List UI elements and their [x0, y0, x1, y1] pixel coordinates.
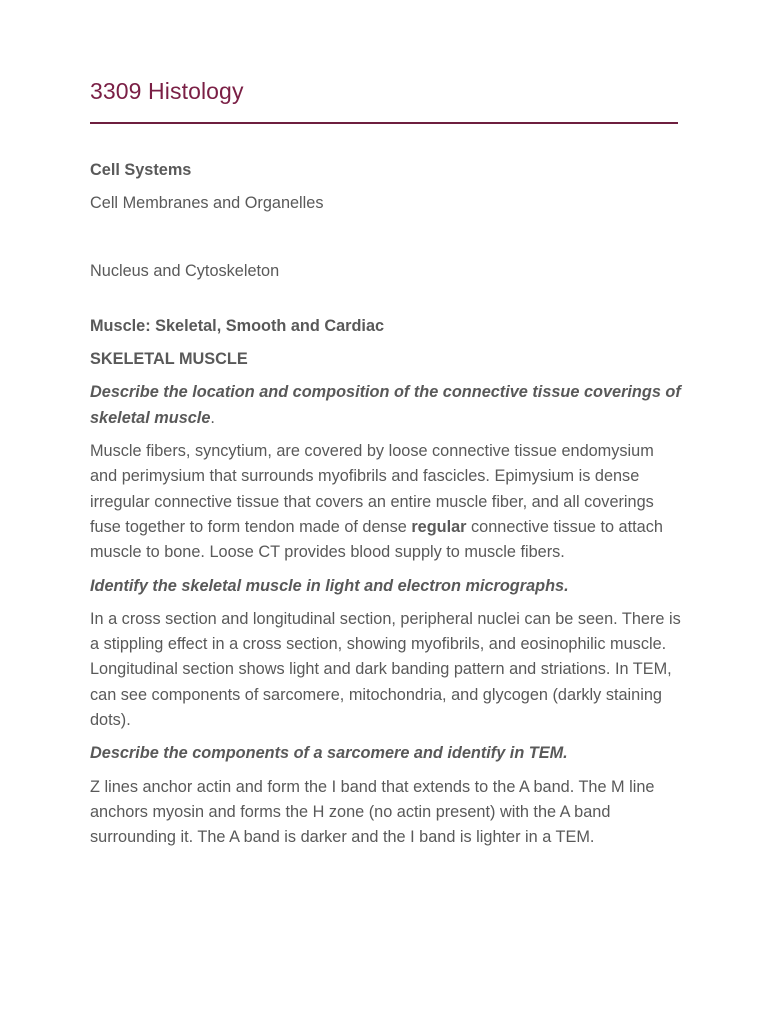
question-sarcomere: Describe the components of a sarcomere and identify in TEM.: [90, 744, 568, 763]
answer-bold-word: regular: [411, 517, 467, 536]
document-body: [90, 158, 682, 851]
question-text: Describe the location and composition of the connective tissue coverings of skeletal muscle: [90, 383, 681, 427]
title-divider: [90, 122, 678, 124]
question-connective-tissue: [90, 380, 682, 431]
topic-nucleus: Nucleus and Cytoskeleton: [90, 261, 280, 280]
question-micrographs: Identify the skeletal muscle in light and electron micrographs.: [90, 576, 569, 595]
answer-text-part2: connective tissue to attach muscle to bone. Loose CT provides blood supply to muscle fibers.: [90, 517, 663, 562]
answer-sarcomere: Z lines anchor actin and form the I band that extends to the A band. The M line anchors myosin and forms the H zone (no actin present) with the A band surrounding it. The A band is darker and the I band is lighter in a TEM.: [90, 777, 655, 847]
answer-connective-tissue: [90, 439, 682, 565]
answer-micrographs: In a cross section and longitudinal section, peripheral nuclei can be seen. There is a stippling effect in a cross section, showing myofibrils, and eosinophilic muscle. Longitudinal section shows light and dark banding pattern and striations. In TEM, can see components of sarcomere, mitochondria, and glycogen (darkly staining dots).: [90, 609, 681, 730]
question-period: .: [210, 408, 215, 427]
answer-text-part1: Muscle fibers, syncytium, are covered by loose connective tissue endomysium and perimysium that surrounds myofibrils and fascicles. Epimysium is dense irregular connective tissue that covers an entire muscle fiber, and all coverings fuse together to form tendon made of dense: [90, 442, 654, 536]
document-title: 3309 Histology: [90, 78, 244, 104]
section-heading-cell-systems: Cell Systems: [90, 161, 192, 179]
section-heading-skeletal: SKELETAL MUSCLE: [90, 350, 248, 369]
section-heading-muscle: Muscle: Skeletal, Smooth and Cardiac: [90, 316, 385, 335]
topic-cell-membranes: Cell Membranes and Organelles: [90, 194, 324, 213]
